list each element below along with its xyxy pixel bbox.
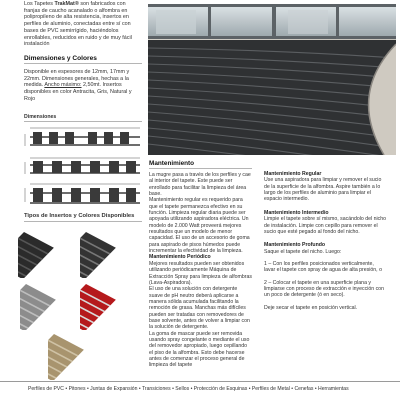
- deep-maintenance-step: Deje secar el tapete en posición vertical.: [264, 304, 358, 311]
- deep-maintenance-step: 2 – Colocar el tapete en una superficie plana y limpiarse con proceso de extracción e inyección con un poco de detergente (ó en seco).: [264, 279, 384, 299]
- maintenance-paragraph: Mantenimiento regular es requerido para que el tapete permanezca efectivo en su función. Limpieza regular diaria puede ser apoyada utilizando aspiradora eléctrica. Un modelo de 2.000 Watt proveerá mejores resultados que un modelo de menor capacidad. El uso de un accesorio de goma para aspirado de pisos húmedos puede incrementar la efectividad de la limpieza.: [149, 197, 250, 255]
- deep-maintenance-text: Saque el tapete del nicho. Luego:: [264, 248, 342, 255]
- mat-surface: [80, 232, 116, 278]
- maintenance-column: [149, 160, 252, 369]
- deep-maintenance-title: Mantenimiento Profundo: [264, 242, 326, 249]
- dimensions-drawing-title: Dimensiones: [24, 114, 57, 120]
- dimensions-text: Disponible en espesores de 12mm, 17mm y 22mm. Dimensiones generales, hechas a la medida.: [24, 68, 130, 89]
- maintenance-paragraph: La goma de mascar puede ser removida usando spray congelante o mediante el uso del removedor apropiado, luego cepillando el piso de la alfombra. Esto debe hacerse antes de comenzar el proceso general de limpieza del tapete: [149, 330, 250, 369]
- intermediate-maintenance-title: Mantenimiento Intermedio: [264, 209, 329, 216]
- mat-surface: [18, 232, 54, 278]
- entrance-mat-photo-graphic: [148, 4, 396, 155]
- inserts-title: Tipos de Insertos y Colores Disponibles: [24, 213, 135, 219]
- periodic-maintenance-title: Mantenimiento Periódico: [149, 254, 211, 261]
- brand-name: TrakMat®: [54, 1, 79, 7]
- section-divider: [24, 221, 142, 222]
- mat-surface: [80, 284, 116, 330]
- mat-sample-rojo: [80, 276, 142, 330]
- intro-paragraph: [24, 1, 142, 48]
- maintenance-paragraph: La mugre pasa a través de los perfiles y cae al interior del tapete. Este puede ser enrollado para facilitar la limpieza del área base.: [149, 172, 251, 198]
- maintenance-paragraph: El uso de una solución con detergente suave de pH neutro deberá aplicarse a manera sólida acumulada facilitando la remoción de grasa. Manchas más difíciles pueden ser tratadas con removedores de base solvente, antes de volver a limpiar con la solución de detergente.: [149, 286, 250, 331]
- footer-divider: [0, 381, 400, 382]
- mat-surface: [48, 334, 84, 380]
- maintenance-types-column: [264, 171, 386, 311]
- dimensions-text-end: 2,50mt. Insertos disponibles en color Antracita, Gris, Natural y Rojo: [24, 82, 132, 102]
- regular-maintenance-title: Mantenimiento Regular: [264, 171, 322, 177]
- section-divider: [149, 168, 252, 169]
- intro-lead: Los Tapetes: [24, 1, 55, 7]
- maintenance-paragraph: Mejores resultados pueden ser obtenidos utilizando periódicamente Máquina de Extracción Spray para limpieza de alfombras (Lava-Aspiradora).: [149, 260, 252, 286]
- footer-product-list: Perfiles de PVC • Pitones • Juntas de Expansión • Transiciones • Sellos • Protección de Esquinas • Perfiles de Metal • Cenefas • Herramientas: [28, 386, 349, 392]
- dimensions-paragraph: [24, 69, 142, 103]
- profile-dimensions-drawing: [22, 122, 144, 212]
- left-column: [24, 0, 142, 102]
- regular-maintenance-text: Use una aspiradora para limpiar y remover el sucio de la superficie de la alfombra. Aspire también a lo largo de los perfiles de aluminio para limpiar el espacio intermedio.: [264, 177, 382, 203]
- mat-sample-gris: [20, 276, 82, 330]
- section-divider: [24, 63, 142, 64]
- deep-maintenance-step: 1 – Con los perfiles posicionados verticalmente, lavar el tapete con spray de agua de alta presión, o: [264, 260, 382, 274]
- mat-sample-natural: [48, 326, 110, 380]
- mat-sample-antracita-alt: [80, 224, 142, 278]
- max-width-label: Ancho máximo:: [44, 82, 82, 89]
- mat-surface: [20, 284, 56, 330]
- entrance-mat-photo: [148, 4, 396, 155]
- maintenance-title: Mantenimiento: [149, 160, 195, 167]
- intro-rest: son fabricados con franjas de caucho acanalado o alfombra en polipropileno de alta resistencia, insertos en perfiles de aluminio, conectadas entre sí con bases de PVC semirrígido, haciéndolos enrollables, reducidos en ruido y de muy fácil instalación: [24, 1, 132, 48]
- mat-sample-antracita: [18, 224, 80, 278]
- dimensions-colors-title: Dimensiones y Colores: [24, 54, 97, 62]
- intermediate-maintenance-text: Limpie el tapete sobre sí mismo, sacándolo del nicho de instalación. Limpie con cepillo para remover el sucio que esté pegado al fondo del nicho.: [264, 216, 386, 235]
